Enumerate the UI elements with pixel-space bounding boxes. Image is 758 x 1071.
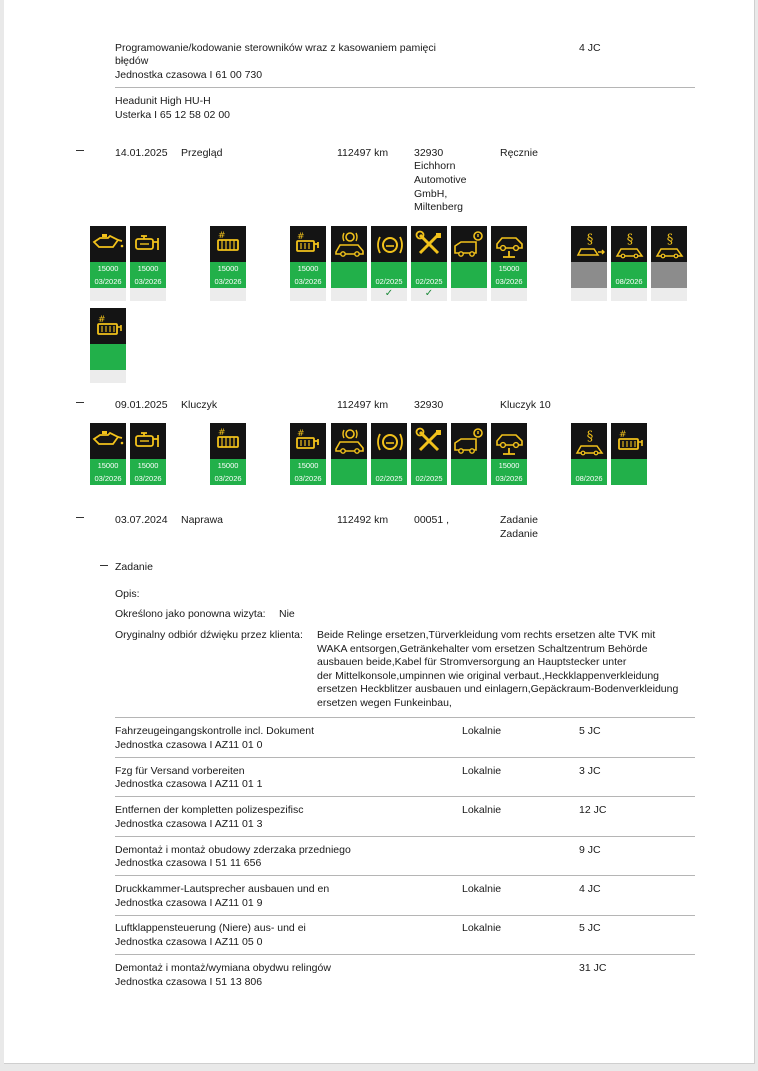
service-interval-km: 15000 xyxy=(137,264,159,273)
top-service-code: Jednostka czasowa I 61 00 730 xyxy=(115,69,263,81)
service-due-date: 02/2025 xyxy=(415,277,443,286)
service-tile xyxy=(491,423,527,485)
divider xyxy=(115,915,695,916)
job-qty: 4 JC xyxy=(579,883,601,895)
service-status-bar xyxy=(651,262,687,288)
service-status-bar xyxy=(290,459,326,485)
job-code: Jednostka czasowa I 51 13 806 xyxy=(115,976,263,988)
entry-km: 112497 km xyxy=(337,147,389,159)
service-tile xyxy=(451,423,487,485)
entry-method: Zadanie xyxy=(500,514,538,526)
job-code: Jednostka czasowa I AZ11 01 1 xyxy=(115,778,263,790)
service-check-cell xyxy=(571,288,607,301)
repeat-visit-label: Określono jako ponowna wizyta: xyxy=(115,608,266,620)
microfilter-icon xyxy=(210,226,246,262)
service-tile xyxy=(130,423,166,485)
top-service-title-line2: błędów xyxy=(115,55,149,67)
service-tile xyxy=(90,226,126,301)
job-qty: 31 JC xyxy=(579,962,607,974)
service-tile xyxy=(411,226,447,301)
job-qty: 5 JC xyxy=(579,922,601,934)
repeat-visit-value: Nie xyxy=(279,608,295,620)
service-history-page xyxy=(4,0,755,1064)
service-status-bar xyxy=(130,459,166,485)
service-interval-km: 15000 xyxy=(217,264,239,273)
headunit-title: Headunit High HU-H xyxy=(115,95,211,107)
service-interval-km: 15000 xyxy=(297,264,319,273)
service-due-date: 03/2026 xyxy=(495,277,523,286)
diesel-filter-icon xyxy=(611,423,647,459)
svg-text:#: # xyxy=(98,315,106,325)
complaint-line: ersetzen Heckblitzer ausbauen und einlagern,Gepäckraum-Bodenverkleidung xyxy=(317,683,679,695)
service-status-bar xyxy=(371,459,407,485)
svg-text:#: # xyxy=(218,428,226,438)
service-due-date: 03/2026 xyxy=(294,277,322,286)
entry-dealer-line: 32930 xyxy=(414,147,444,159)
job-code: Jednostka czasowa I AZ11 01 3 xyxy=(115,818,263,830)
oil-can-icon xyxy=(90,226,126,262)
service-status-bar xyxy=(611,262,647,288)
service-status-bar xyxy=(491,262,527,288)
car-inspection-icon xyxy=(651,226,687,262)
entry-dealer-line: 00051 , xyxy=(414,514,450,526)
service-status-bar xyxy=(331,262,367,288)
entry-km: 112497 km xyxy=(337,399,389,411)
service-due-date: 08/2026 xyxy=(575,474,603,483)
job-title: Demontaż i montaż/wymiana obydwu relingów xyxy=(115,962,331,974)
service-due-date: 03/2026 xyxy=(134,474,162,483)
service-tile xyxy=(491,226,527,301)
service-interval-km: 15000 xyxy=(137,461,159,470)
job-qty: 3 JC xyxy=(579,765,601,777)
service-status-bar xyxy=(411,459,447,485)
service-status-bar xyxy=(90,344,126,370)
service-interval-km: 15000 xyxy=(97,264,119,273)
diesel-filter-icon xyxy=(90,308,126,344)
service-tile xyxy=(331,423,367,485)
fuel-filter-icon xyxy=(130,423,166,459)
emission-inspection-icon xyxy=(571,423,607,459)
svg-text:#: # xyxy=(297,232,305,242)
service-tile xyxy=(290,423,326,485)
air-filter-icon xyxy=(290,226,326,262)
service-tile xyxy=(611,423,647,485)
service-tile xyxy=(411,423,447,485)
complaint-line: WAKA entsorgen,Getränkehalter vom ersetzen Schaltzentrum Behörde xyxy=(317,642,648,655)
check-icon: ✓ xyxy=(424,288,434,299)
service-due-date: 03/2026 xyxy=(94,277,122,286)
service-check-cell xyxy=(290,288,326,301)
service-status-bar xyxy=(451,262,487,288)
entry-type: Kluczyk xyxy=(181,399,218,411)
service-due-date: 02/2025 xyxy=(375,277,403,286)
job-location: Lokalnie xyxy=(462,804,502,816)
svg-text:§: § xyxy=(626,232,634,247)
service-tile xyxy=(571,226,607,301)
service-tile xyxy=(290,226,326,301)
divider xyxy=(115,836,695,837)
divider xyxy=(115,757,695,758)
service-due-date: 03/2026 xyxy=(214,474,242,483)
service-tile xyxy=(371,423,407,485)
entry-km: 112492 km xyxy=(337,514,389,526)
job-code: Jednostka czasowa I AZ11 01 9 xyxy=(115,897,263,909)
job-code: Jednostka czasowa I AZ11 05 0 xyxy=(115,936,263,948)
entry-date: 14.01.2025 xyxy=(115,147,168,159)
entry-dealer-line: Automotive xyxy=(414,174,467,186)
job-location: Lokalnie xyxy=(462,883,502,895)
service-interval-km: 15000 xyxy=(97,461,119,470)
divider xyxy=(115,954,695,955)
front-brake-icon xyxy=(331,423,367,459)
service-tile xyxy=(210,423,246,485)
rear-brake-icon xyxy=(451,423,487,459)
service-due-date: 03/2026 xyxy=(94,474,122,483)
svg-text:#: # xyxy=(619,430,627,440)
front-brake-icon xyxy=(331,226,367,262)
service-check-cell xyxy=(90,288,126,301)
divider xyxy=(115,87,695,88)
service-check-cell xyxy=(210,288,246,301)
entry-date: 03.07.2024 xyxy=(115,514,168,526)
opis-label: Opis: xyxy=(115,588,140,600)
job-title: Demontaż i montaż obudowy zderzaka przedniego xyxy=(115,844,351,856)
svg-text:#: # xyxy=(297,429,305,439)
job-qty: 9 JC xyxy=(579,844,601,856)
service-status-bar xyxy=(571,459,607,485)
fuel-filter-icon xyxy=(130,226,166,262)
entry-dealer-line: 32930 xyxy=(414,399,444,411)
service-check-cell xyxy=(371,288,407,301)
service-due-date: 02/2025 xyxy=(375,474,403,483)
collapse-icon[interactable] xyxy=(100,565,108,566)
service-due-date: 03/2026 xyxy=(294,474,322,483)
air-filter-icon xyxy=(290,423,326,459)
entry-dealer-line: Eichhorn xyxy=(414,160,456,172)
service-status-bar xyxy=(451,459,487,485)
job-title: Fahrzeugeingangskontrolle incl. Dokument xyxy=(115,725,315,737)
service-check-cell xyxy=(411,288,447,301)
service-status-bar xyxy=(210,459,246,485)
svg-text:#: # xyxy=(218,231,226,241)
service-status-bar xyxy=(210,262,246,288)
service-status-bar xyxy=(290,262,326,288)
job-code: Jednostka czasowa I 51 11 656 xyxy=(115,857,262,869)
job-title: Entfernen der kompletten polizespezifisc xyxy=(115,804,304,816)
job-title: Luftklappensteuerung (Niere) aus- und ei xyxy=(115,922,306,934)
entry-type: Naprawa xyxy=(181,514,224,526)
entry-type: Przegląd xyxy=(181,147,223,159)
job-location: Lokalnie xyxy=(462,765,502,777)
service-due-date: 08/2026 xyxy=(615,277,643,286)
service-status-bar xyxy=(90,459,126,485)
collapse-icon[interactable] xyxy=(76,402,84,403)
service-interval-km: 15000 xyxy=(297,461,319,470)
complaint-line: der Mittelkonsole,umpinnen wie original verbaut.,Heckklappenverkleidung xyxy=(317,669,660,682)
service-interval-km: 15000 xyxy=(217,461,239,470)
entry-method: Kluczyk 10 xyxy=(500,399,551,411)
service-check-cell xyxy=(90,370,126,383)
service-tools-icon xyxy=(411,226,447,262)
customer-complaint-text xyxy=(317,629,678,710)
service-status-bar xyxy=(331,459,367,485)
microfilter-icon xyxy=(210,423,246,459)
rear-brake-icon xyxy=(451,226,487,262)
service-interval-km: 15000 xyxy=(498,264,520,273)
svg-text:§: § xyxy=(586,429,594,444)
emission-inspection-icon xyxy=(611,226,647,262)
job-location: Lokalnie xyxy=(462,922,502,934)
headunit-code: Usterka I 65 12 58 02 00 xyxy=(115,109,230,121)
service-check-cell xyxy=(451,288,487,301)
vehicle-check-icon xyxy=(491,423,527,459)
job-qty: 12 JC xyxy=(579,804,607,816)
vehicle-check-icon xyxy=(491,226,527,262)
service-status-bar xyxy=(611,459,647,485)
service-check-cell xyxy=(491,288,527,301)
service-due-date: 02/2025 xyxy=(415,474,443,483)
service-status-bar xyxy=(491,459,527,485)
service-tile xyxy=(571,423,607,485)
complaint-line: Beide Relinge ersetzen,Türverkleidung vom rechts ersetzen alte TVK mit xyxy=(317,629,656,641)
job-qty: 5 JC xyxy=(579,725,601,737)
entry-dealer-line: Miltenberg xyxy=(414,201,464,213)
top-service-qty: 4 JC xyxy=(579,42,601,54)
check-icon: ✓ xyxy=(384,288,394,299)
service-tile xyxy=(611,226,647,301)
svg-text:§: § xyxy=(586,232,594,247)
service-check-cell xyxy=(651,288,687,301)
job-title: Druckkammer-Lautsprecher ausbauen und en xyxy=(115,883,330,895)
service-tile xyxy=(451,226,487,301)
task-header: Zadanie xyxy=(115,561,153,573)
service-check-cell xyxy=(611,288,647,301)
service-tile xyxy=(90,308,126,383)
svg-text:§: § xyxy=(666,232,674,247)
service-tile xyxy=(331,226,367,301)
service-status-bar xyxy=(371,262,407,288)
oil-can-icon xyxy=(90,423,126,459)
collapse-icon[interactable] xyxy=(76,150,84,151)
complaint-line: ausbauen beide,Kabel für Stromversorgung an Hauptstecker unter xyxy=(317,656,627,668)
service-tile xyxy=(651,226,687,301)
divider xyxy=(115,717,695,718)
service-check-cell xyxy=(130,288,166,301)
service-tools-icon xyxy=(411,423,447,459)
entry-date: 09.01.2025 xyxy=(115,399,168,411)
service-tile xyxy=(90,423,126,485)
entry-method: Ręcznie xyxy=(500,147,538,159)
complaint-line: ersetzen wegen Funkeinbau, xyxy=(317,696,452,709)
service-tile xyxy=(371,226,407,301)
legal-inspection-icon xyxy=(571,226,607,262)
service-interval-km: 15000 xyxy=(498,461,520,470)
collapse-icon[interactable] xyxy=(76,517,84,518)
job-code: Jednostka czasowa I AZ11 01 0 xyxy=(115,739,263,751)
service-tile xyxy=(210,226,246,301)
divider xyxy=(115,796,695,797)
customer-complaint-label: Oryginalny odbiór dźwięku przez klienta: xyxy=(115,629,303,641)
entry-dealer-line: GmbH, xyxy=(414,188,448,200)
service-due-date: 03/2026 xyxy=(495,474,523,483)
divider xyxy=(115,875,695,876)
service-status-bar xyxy=(130,262,166,288)
entry-method: Zadanie xyxy=(500,528,538,540)
service-tile xyxy=(130,226,166,301)
service-status-bar xyxy=(90,262,126,288)
job-title: Fzg für Versand vorbereiten xyxy=(115,765,245,777)
service-due-date: 03/2026 xyxy=(134,277,162,286)
service-due-date: 03/2026 xyxy=(214,277,242,286)
top-service-title-line1: Programowanie/kodowanie sterowników wraz z kasowaniem pamięci xyxy=(115,42,436,54)
brake-fluid-icon xyxy=(371,226,407,262)
service-status-bar xyxy=(571,262,607,288)
job-location: Lokalnie xyxy=(462,725,502,737)
brake-fluid-icon xyxy=(371,423,407,459)
service-status-bar xyxy=(411,262,447,288)
service-check-cell xyxy=(331,288,367,301)
